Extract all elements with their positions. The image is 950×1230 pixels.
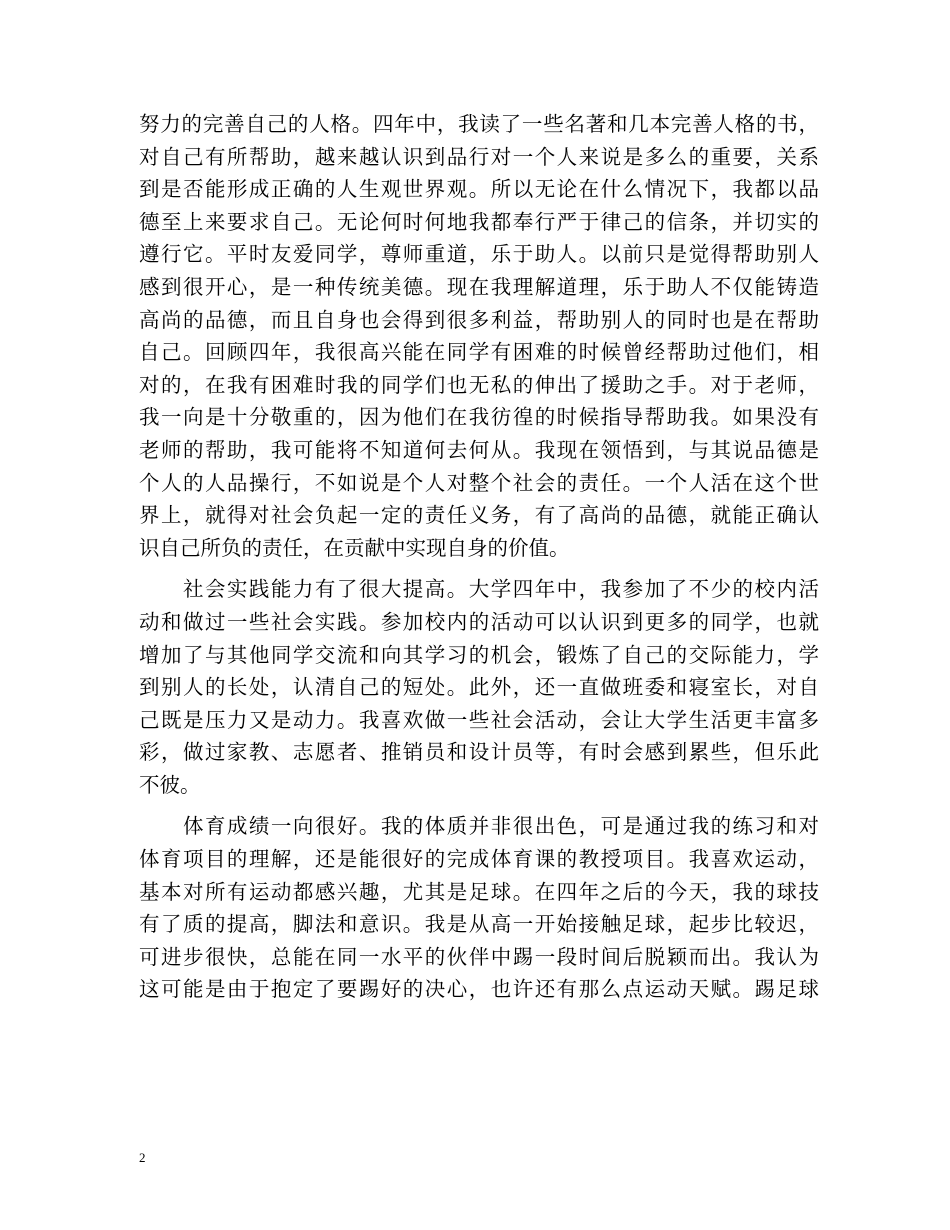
- text-line: 自己。回顾四年，我很高兴能在同学有困难的时候曾经帮助过他们，相: [139, 340, 819, 365]
- text-line: 识自己所负的责任，在贡献中实现自身的价值。: [139, 535, 570, 560]
- text-line: 彩，做过家教、志愿者、推销员和设计员等，有时会感到累些，但乐此: [139, 740, 819, 765]
- text-line: 己既是压力又是动力。我喜欢做一些社会活动，会让大学生活更丰富多: [139, 707, 819, 732]
- paragraph: [139, 810, 819, 1006]
- text-line: 不彼。: [139, 772, 201, 797]
- text-line: 老师的帮助，我可能将不知道何去何从。我现在领悟到，与其说品德是: [139, 437, 819, 462]
- paragraph: [139, 108, 819, 564]
- paragraph-spacing: [139, 801, 819, 810]
- text-line: 我一向是十分敬重的，因为他们在我彷徨的时候指导帮助我。如果没有: [139, 405, 819, 430]
- text-line: 基本对所有运动都感兴趣，尤其是足球。在四年之后的今天，我的球技: [139, 879, 819, 904]
- text-line: 对的，在我有困难时我的同学们也无私的伸出了援助之手。对于老师，: [139, 372, 819, 397]
- text-line: 个人的人品操行，不如说是个人对整个社会的责任。一个人活在这个世: [139, 470, 819, 495]
- text-line: 有了质的提高，脚法和意识。我是从高一开始接触足球，起步比较迟，: [139, 912, 819, 937]
- text-line: 界上，就得对社会负起一定的责任义务，有了高尚的品德，就能正确认: [139, 503, 819, 528]
- text-line: 体育成绩一向很好。我的体质并非很出色，可是通过我的练习和对: [139, 814, 819, 839]
- text-line: 增加了与其他同学交流和向其学习的机会，锻炼了自己的交际能力，学: [139, 642, 819, 667]
- text-line: 努力的完善自己的人格。四年中，我读了一些名著和几本完善人格的书，: [139, 112, 819, 136]
- text-line: 动和做过一些社会实践。参加校内的活动可以认识到更多的同学，也就: [139, 609, 819, 634]
- paragraph-spacing: [139, 564, 819, 573]
- text-line: 体育项目的理解，还是能很好的完成体育课的教授项目。我喜欢运动，: [139, 847, 819, 872]
- page-number: 2: [139, 1150, 146, 1165]
- text-line: 可进步很快，总能在同一水平的伙伴中踢一段时间后脱颖而出。我认为: [139, 944, 819, 969]
- paragraph: [139, 573, 819, 801]
- text-line: 感到很开心，是一种传统美德。现在我理解道理，乐于助人不仅能铸造: [139, 274, 819, 299]
- text-line: 对自己有所帮助，越来越认识到品行对一个人来说是多么的重要，关系: [139, 144, 819, 169]
- text-line: 遵行它。平时友爱同学，尊师重道，乐于助人。以前只是觉得帮助别人: [139, 242, 819, 267]
- text-line: 德至上来要求自己。无论何时何地我都奉行严于律己的信条，并切实的: [139, 209, 819, 234]
- text-line: 高尚的品德，而且自身也会得到很多利益，帮助别人的同时也是在帮助: [139, 307, 819, 332]
- text-line: 这可能是由于抱定了要踢好的决心，也许还有那么点运动天赋。踢足球: [139, 977, 819, 1002]
- body-text: [139, 108, 819, 1006]
- text-line: 到是否能形成正确的人生观世界观。所以无论在什么情况下，我都以品: [139, 177, 819, 202]
- text-line: 到别人的长处，认清自己的短处。此外，还一直做班委和寝室长，对自: [139, 675, 819, 700]
- text-line: 社会实践能力有了很大提高。大学四年中，我参加了不少的校内活: [139, 577, 819, 602]
